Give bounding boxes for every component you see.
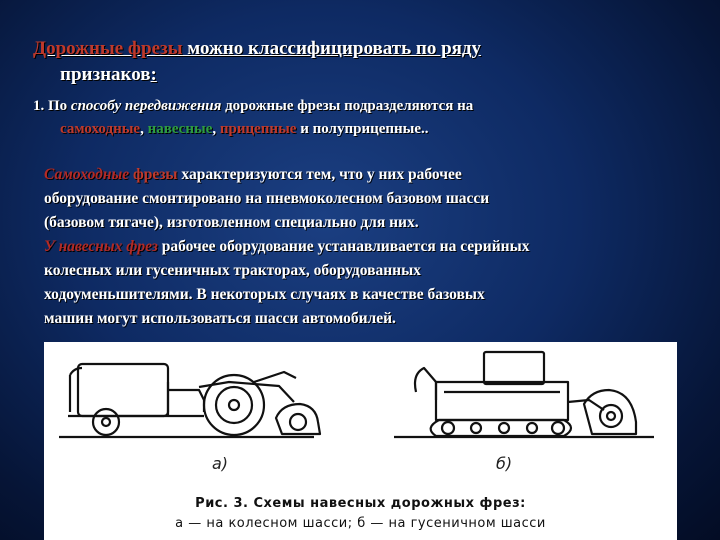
- desc-line: колесных или гусеничных тракторах, оборудованных: [44, 262, 421, 279]
- figure-label-b: б): [496, 454, 513, 473]
- crawler-machine-drawing: [394, 352, 654, 437]
- figure-label-a: а): [212, 454, 229, 473]
- type-trailed: прицепные: [219, 121, 297, 137]
- desc-line: (базовом тягаче), изготовленном специально для них.: [44, 214, 419, 231]
- type-mounted: навесные: [147, 121, 213, 137]
- separator: ,: [212, 121, 220, 137]
- desc-highlight-3: У навесных фрез: [44, 238, 158, 255]
- slide-title: [33, 36, 683, 88]
- desc-highlight-2: фрезы: [132, 166, 178, 183]
- description-block: [44, 163, 704, 331]
- figure-caption-2: а — на колесном шасси; б — на гусеничном шасси: [175, 516, 546, 531]
- figure-caption-1: Рис. 3. Схемы навесных дорожных фрез:: [195, 496, 526, 511]
- title-colon: :: [150, 64, 157, 85]
- point-text: дорожные фрезы подразделяются на: [221, 98, 474, 114]
- wheeled-machine-drawing: [59, 364, 320, 437]
- desc-line: оборудование смонтировано на пневмоколесном базовом шасси: [44, 190, 490, 207]
- title-text-2: признаков: [60, 64, 151, 85]
- desc-line: рабочее оборудование устанавливается на серийных: [157, 238, 530, 255]
- title-highlight: Дорожные фрезы: [33, 38, 183, 59]
- point-number: 1. По: [33, 98, 71, 114]
- classification-point-1: [33, 95, 693, 141]
- title-text: можно классифицировать по ряду: [182, 38, 482, 59]
- desc-highlight-1: Самоходные: [44, 166, 130, 183]
- separator: ,: [140, 121, 148, 137]
- point-criterion: способу передвижения: [70, 98, 222, 114]
- figure-panel: [44, 342, 677, 540]
- desc-line: ходоуменьшителями. В некоторых случаях в качестве базовых: [44, 286, 485, 303]
- type-self-propelled: самоходные: [60, 121, 141, 137]
- type-semi-trailed: и полуприцепные..: [296, 121, 429, 137]
- desc-line: машин могут использоваться шасси автомобилей.: [44, 310, 396, 327]
- desc-line: характеризуются тем, что у них рабочее: [177, 166, 462, 183]
